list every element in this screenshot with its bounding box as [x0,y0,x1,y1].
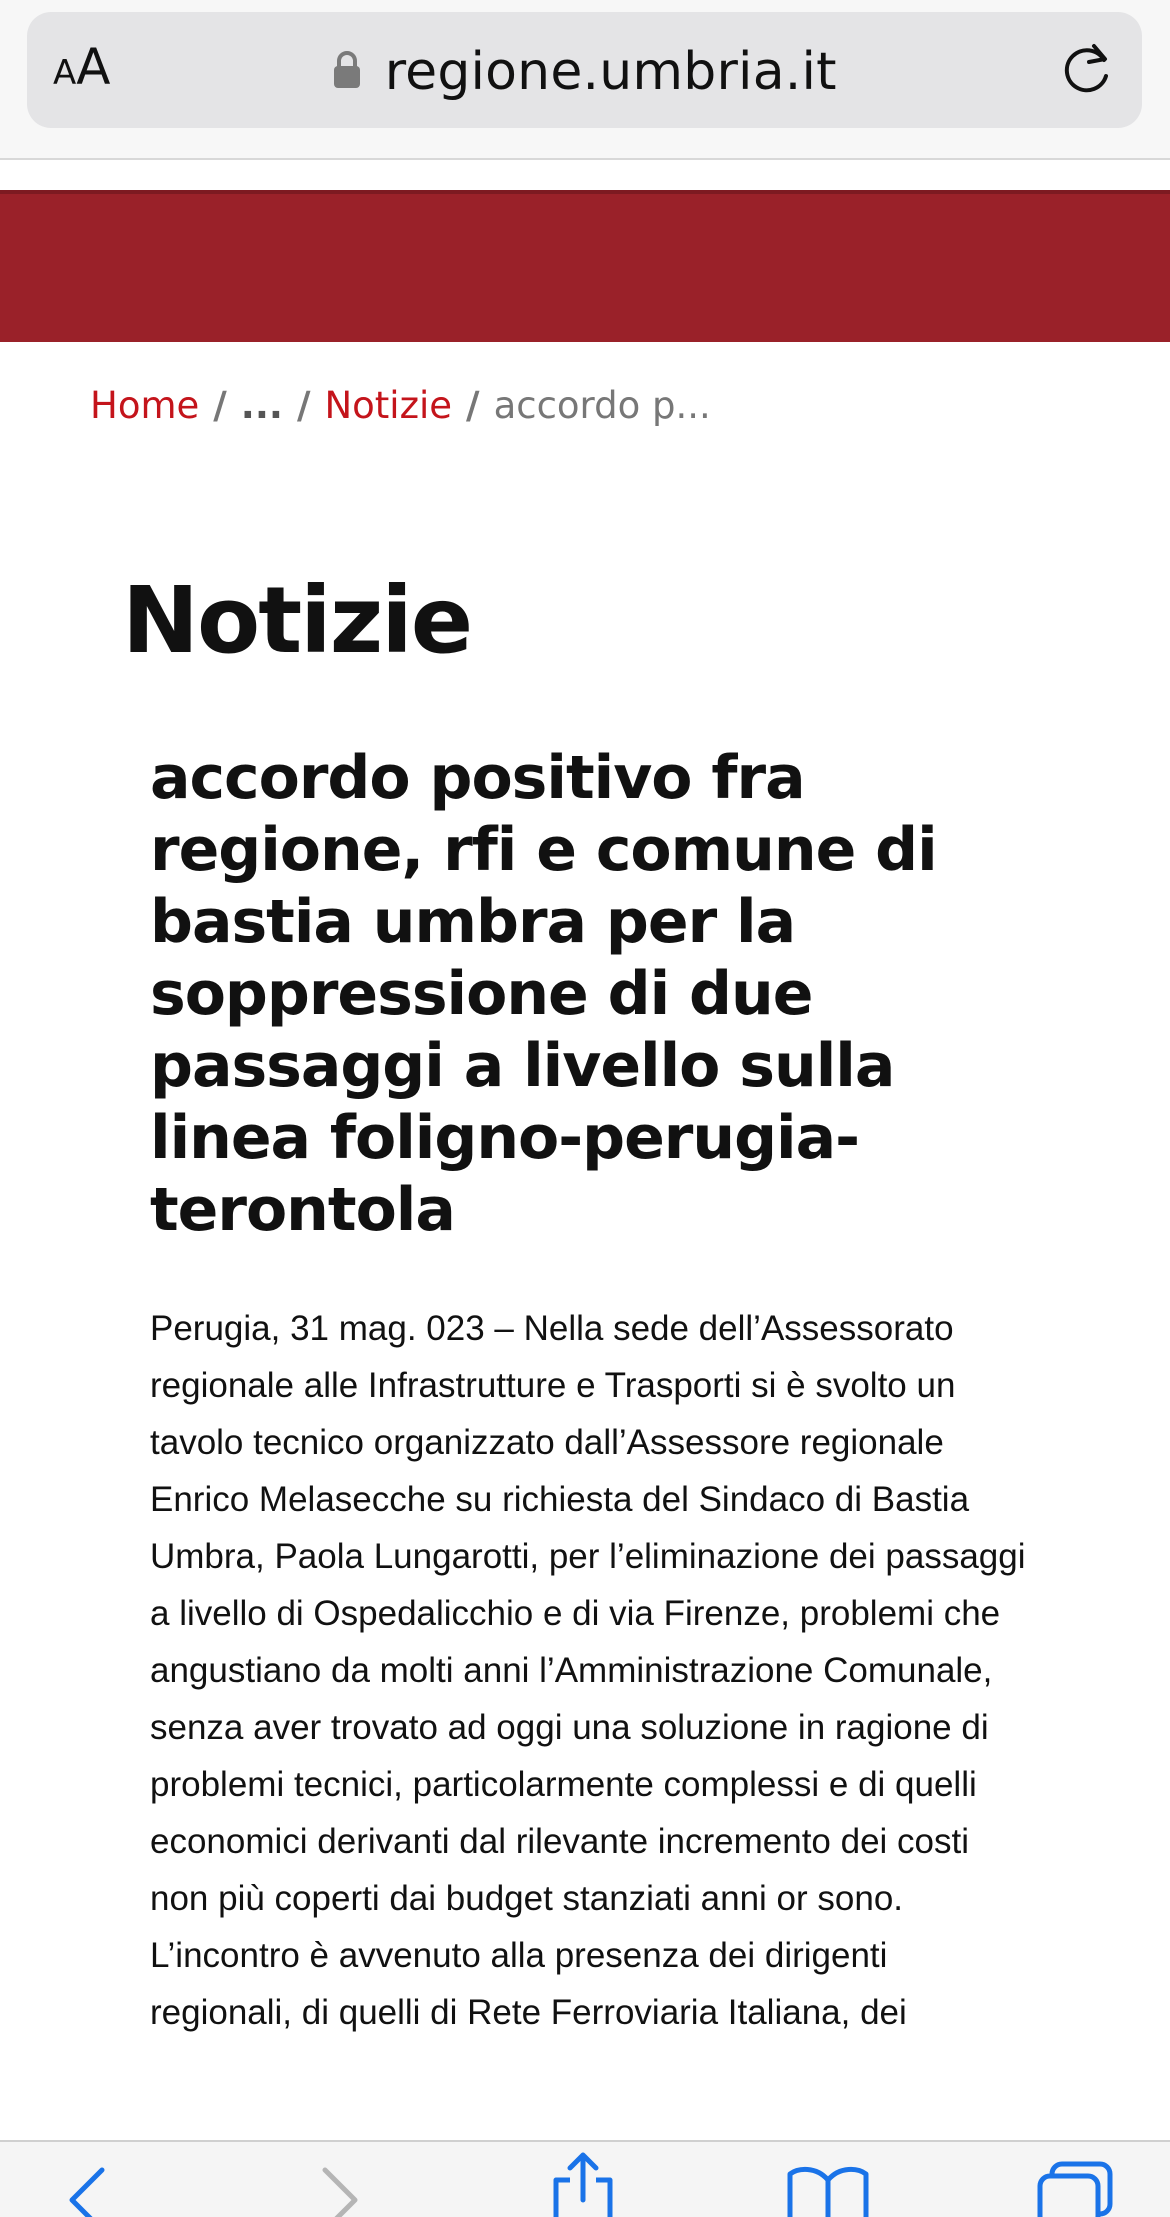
breadcrumb-notizie-link[interactable]: Notizie [324,384,453,427]
text-size-small-label: A [53,53,77,93]
text-size-big-label: A [76,38,111,96]
browser-bottom-toolbar [0,2140,1170,2217]
article-body: Perugia, 31 mag. 023 – Nella sede dell’Assessorato regionale alle Infrastrutture e Trasporti si è svolto un tavolo tecnico organizzato dall’Assessore regionale Enrico Melasecche su richiesta del Sindaco di Bastia Umbra, Paola Lungarotti, per l’eliminazione dei passaggi a livello di Ospedalicchio e di via Firenze, problemi che angustiano da molti anni l’Amministrazione Comunale, senza aver trovato ad oggi una soluzione in ragione di problemi tecnici, particolarmente complessi e di quelli economici derivanti dal rilevante incremento dei costi non più coperti dai budget stanziati anni or sono. L’incontro è avvenuto alla presenza dei dirigenti regionali, di quelli di Rete Ferroviaria Italiana, dei [150,1309,1026,2032]
url-text[interactable]: regione.umbria.it [384,42,837,102]
breadcrumb-current: accordo p... [493,384,711,427]
back-icon[interactable] [62,2158,112,2217]
browser-top-bar [0,0,1170,160]
share-icon[interactable] [548,2150,618,2217]
breadcrumb-home-link[interactable]: Home [90,384,200,427]
reload-icon[interactable] [1058,38,1118,103]
bookmarks-icon[interactable] [786,2160,870,2217]
address-bar[interactable] [27,12,1142,128]
breadcrumb [90,384,711,427]
article-title: accordo positivo fra regione, rfi e comune di bastia umbra per la soppressione di due passaggi a livello sulla linea foligno-perugia-terontola [150,743,937,1245]
lock-icon [332,50,362,95]
breadcrumb-ellipsis[interactable]: ... [240,384,283,427]
breadcrumb-separator: / [466,384,480,427]
breadcrumb-separator: / [296,384,311,427]
forward-icon[interactable] [315,2158,365,2217]
tabs-icon[interactable] [1036,2160,1116,2217]
site-header-band [0,190,1170,342]
breadcrumb-separator: / [213,384,227,427]
page-title: Notizie [122,567,472,674]
